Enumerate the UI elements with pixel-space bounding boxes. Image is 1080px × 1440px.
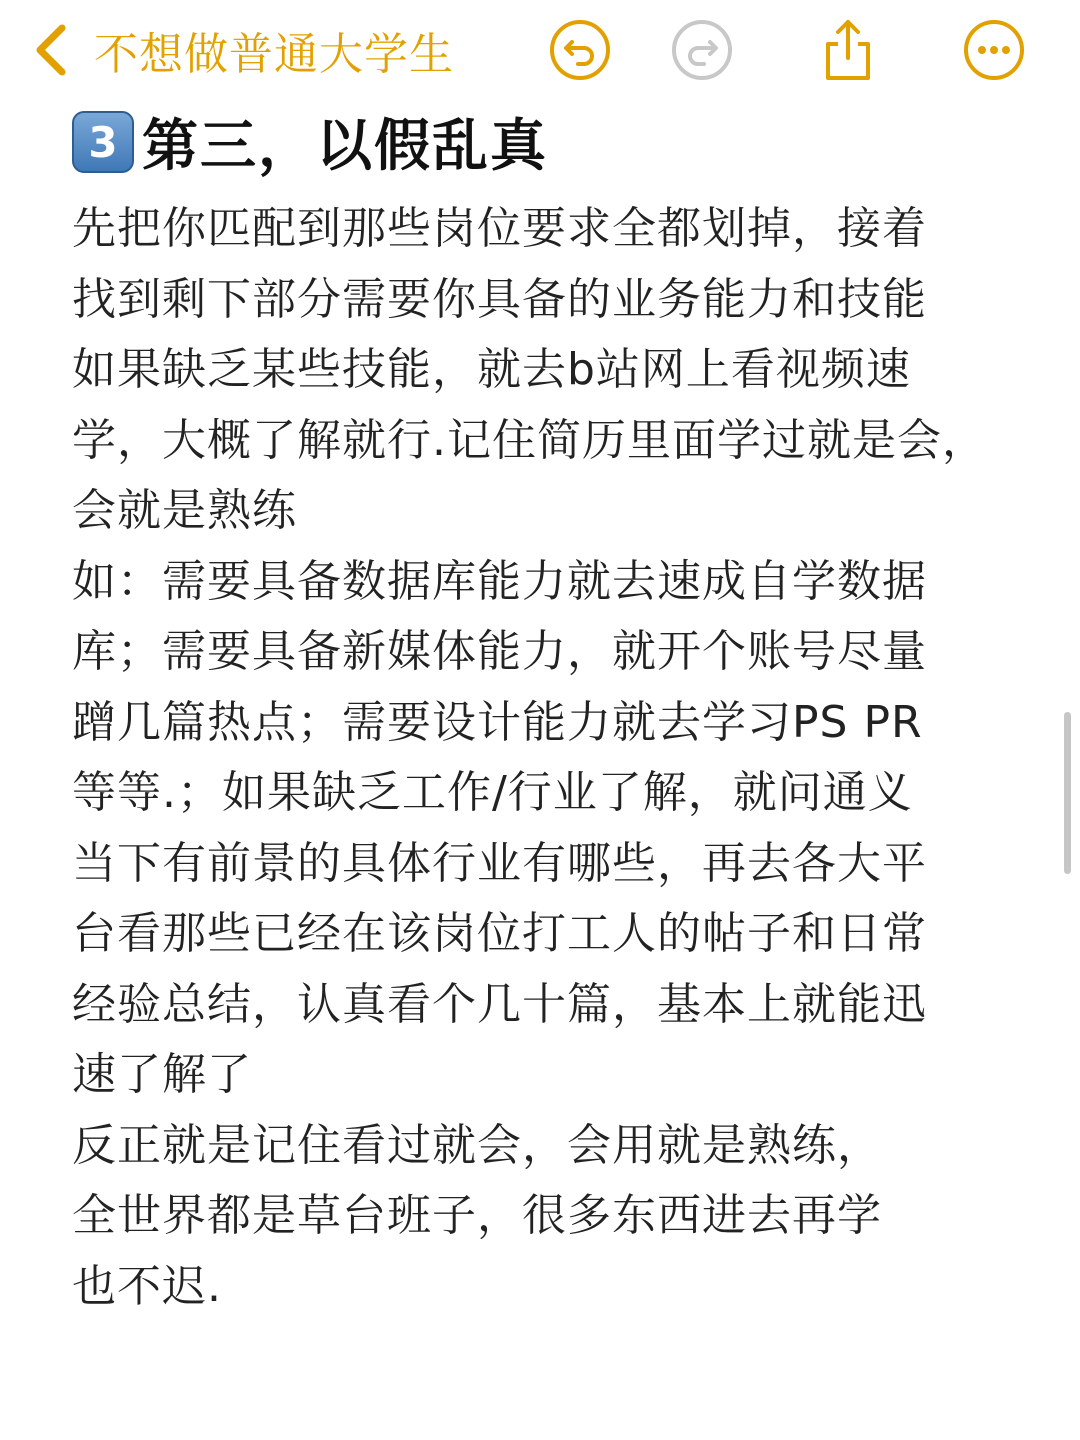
undo-icon [548, 18, 612, 82]
body-line: 全世界都是草台班子，很多东西进去再学 [72, 1190, 882, 1241]
vertical-scrollbar[interactable] [1064, 712, 1071, 874]
undo-button[interactable] [548, 18, 612, 82]
body-line: 会就是熟练 [72, 485, 297, 536]
body-line: 如果缺乏某些技能，就去b站网上看视频速 [72, 344, 911, 395]
body-line: 速了解了 [72, 1049, 252, 1100]
toolbar [0, 0, 1080, 100]
body-line: 也不迟. [72, 1260, 222, 1312]
note-heading [72, 104, 548, 180]
redo-icon [670, 18, 734, 82]
more-icon [962, 18, 1026, 82]
body-line: 反正就是记住看过就会，会用就是熟练， [72, 1119, 882, 1171]
redo-button[interactable] [670, 18, 734, 82]
body-line: 蹭几篇热点；需要设计能力就去学习PS PR [72, 696, 923, 748]
share-button[interactable] [816, 18, 880, 82]
more-button[interactable] [962, 18, 1026, 82]
chevron-left-icon [28, 20, 76, 80]
body-line: 库；需要具备新媒体能力，就开个账号尽量 [72, 626, 927, 677]
share-icon [816, 18, 880, 82]
back-label: 不想做普通大学生 [94, 29, 454, 80]
keycap-number-3: 3 [72, 111, 134, 173]
body-line: 先把你匹配到那些岗位要求全都划掉，接着 [72, 203, 927, 254]
note-body[interactable] [72, 194, 1032, 1322]
body-line: 等等.；如果缺乏工作/行业了解，就问通义 [72, 767, 913, 818]
back-button[interactable] [28, 20, 454, 80]
heading-text: 第三，以假乱真 [142, 114, 548, 179]
body-line: 学，大概了解就行.记住简历里面学过就是会， [72, 414, 987, 466]
body-line: 经验总结，认真看个几十篇，基本上就能迅 [72, 978, 927, 1030]
body-line: 找到剩下部分需要你具备的业务能力和技能 [72, 273, 927, 325]
body-line: 当下有前景的具体行业有哪些，再去各大平 [72, 837, 927, 889]
body-line: 如：需要具备数据库能力就去速成自学数据 [72, 555, 927, 607]
body-line: 台看那些已经在该岗位打工人的帖子和日常 [72, 908, 927, 959]
